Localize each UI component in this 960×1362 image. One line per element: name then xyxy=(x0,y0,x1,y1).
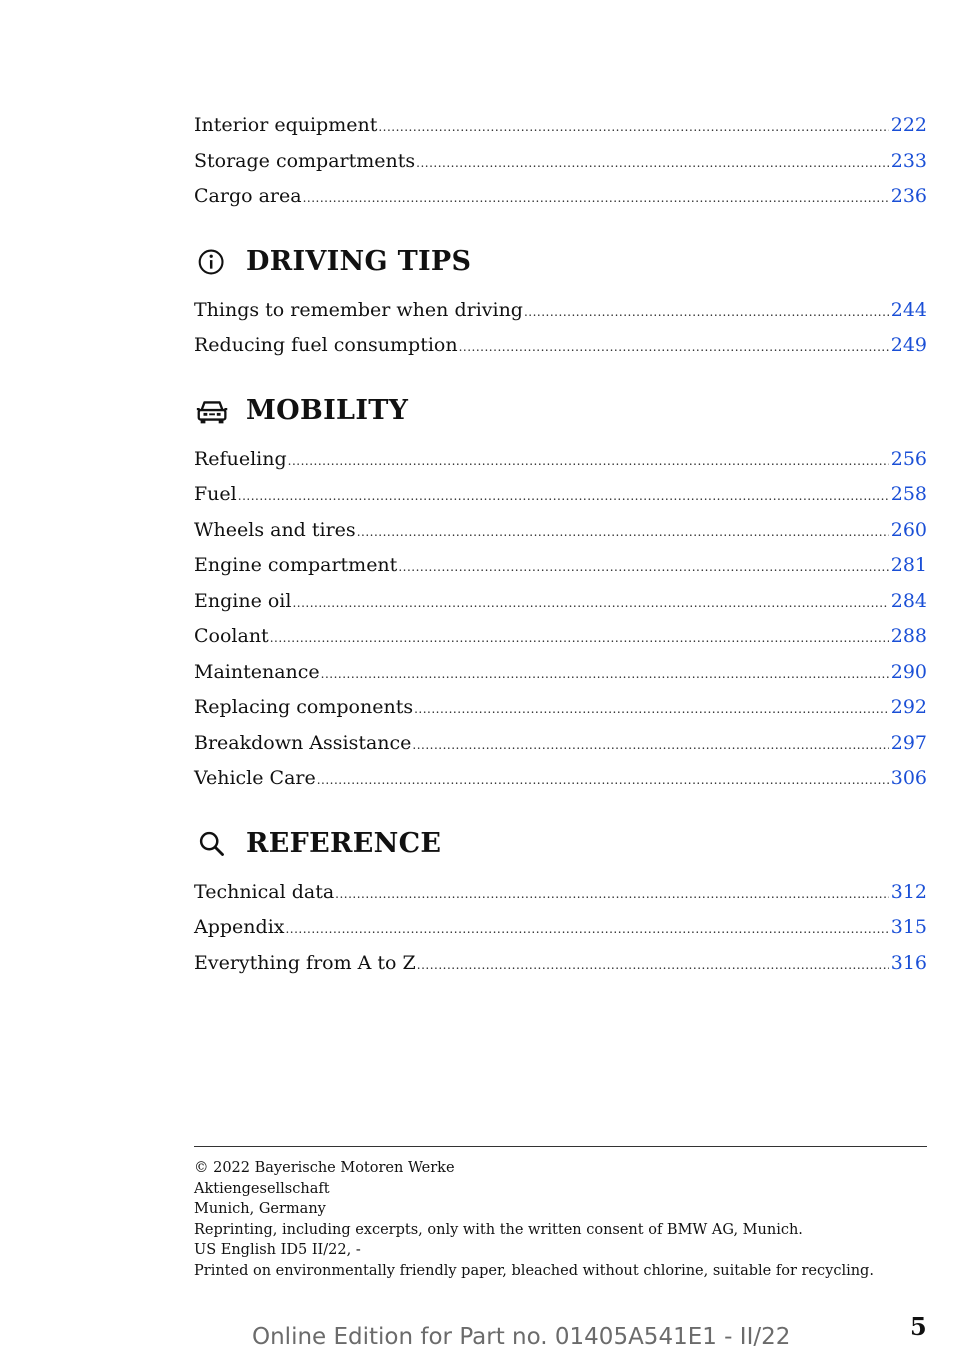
imprint-line: Printed on environmentally friendly paper, bleached without chlorine, suitable for recycling. xyxy=(194,1262,874,1279)
page-number: 5 xyxy=(910,1312,927,1341)
toc-page-link[interactable]: 292 xyxy=(890,696,927,718)
toc-dot-leader xyxy=(524,306,889,318)
toc-entry-title: Technical data xyxy=(194,880,335,903)
toc-entry-title: Cargo area xyxy=(194,185,302,207)
toc-page-link[interactable]: 284 xyxy=(890,589,927,612)
toc-entry-title: Wheels and tires xyxy=(194,518,356,541)
toc-page-link[interactable]: 222 xyxy=(890,114,927,136)
toc-dot-leader xyxy=(317,774,889,786)
section-title: MOBILITY xyxy=(246,395,409,426)
info-circle-icon xyxy=(194,242,234,282)
toc-dot-leader xyxy=(416,157,889,169)
imprint-line: Aktiengesellschaft xyxy=(194,1180,330,1197)
toc-dot-leader xyxy=(238,490,889,502)
toc-dot-leader xyxy=(459,341,889,353)
toc-entry-title: Things to remember when driving xyxy=(194,298,523,321)
toc-dot-leader xyxy=(412,739,888,751)
toc-entry-title: Vehicle Care xyxy=(194,767,316,789)
toc-entry[interactable] xyxy=(194,910,927,946)
toc-entry[interactable] xyxy=(194,946,927,982)
toc-entry[interactable] xyxy=(194,875,927,911)
toc-entry-title: Engine oil xyxy=(194,589,292,612)
toc-page-link[interactable]: 233 xyxy=(890,149,927,172)
toc-entry-title: Storage compartments xyxy=(194,149,416,172)
toc-intro-list xyxy=(194,108,927,215)
toc-section-list xyxy=(194,237,927,982)
imprint-line: Reprinting, including excerpts, only with the written consent of BMW AG, Munich. xyxy=(194,1221,803,1238)
toc-page-link[interactable]: 249 xyxy=(890,334,927,356)
toc-entry-title: Maintenance xyxy=(194,660,320,683)
toc-entry[interactable] xyxy=(194,144,927,180)
section-heading xyxy=(194,237,927,287)
section-heading xyxy=(194,819,927,869)
toc-entry[interactable] xyxy=(194,619,927,655)
toc-page-link[interactable]: 281 xyxy=(890,554,927,576)
watermark-footer xyxy=(252,1324,790,1350)
toc-page-link[interactable]: 288 xyxy=(890,625,927,647)
toc-page-link[interactable]: 312 xyxy=(890,880,927,903)
section-heading xyxy=(194,386,927,436)
toc-page-link[interactable]: 290 xyxy=(890,660,927,683)
toc-entry[interactable] xyxy=(194,328,927,364)
toc-entry[interactable] xyxy=(194,761,927,797)
toc-page-link[interactable]: 236 xyxy=(890,185,927,207)
toc-entry-title: Everything from A to Z xyxy=(194,951,416,974)
toc-dot-leader xyxy=(357,526,889,538)
magnifier-icon xyxy=(194,824,234,864)
toc-page-link[interactable]: 315 xyxy=(890,916,927,938)
toc-entry-title: Fuel xyxy=(194,483,237,505)
toc-page-link[interactable]: 256 xyxy=(890,447,927,470)
toc-page-link[interactable]: 258 xyxy=(890,483,927,505)
toc-entry[interactable] xyxy=(194,108,927,144)
section-title: REFERENCE xyxy=(246,828,442,859)
toc-dot-leader xyxy=(398,561,888,573)
toc-page-link[interactable]: 297 xyxy=(890,731,927,754)
toc-dot-leader xyxy=(321,668,889,680)
toc-entry[interactable] xyxy=(194,442,927,478)
toc-page-link[interactable]: 260 xyxy=(890,518,927,541)
footer-edition-text: Online Edition for Part no. 01405A541E1 - II/22 xyxy=(252,1324,791,1350)
toc-entry-title: Coolant xyxy=(194,625,269,647)
toc-page-link[interactable]: 316 xyxy=(890,951,927,974)
toc-entry-title: Replacing components xyxy=(194,696,414,718)
toc-dot-leader xyxy=(414,703,889,715)
toc-entry[interactable] xyxy=(194,548,927,584)
toc-entry-title: Refueling xyxy=(194,447,287,470)
toc-entry[interactable] xyxy=(194,726,927,762)
toc-dot-leader xyxy=(335,888,889,900)
toc-page-link[interactable]: 244 xyxy=(890,298,927,321)
footer-divider xyxy=(194,1146,927,1147)
imprint-line: Munich, Germany xyxy=(194,1201,326,1218)
imprint-line: © 2022 Bayerische Motoren Werke xyxy=(194,1160,455,1176)
toc-dot-leader xyxy=(288,455,889,467)
toc-dot-leader xyxy=(285,923,888,935)
toc-entry-title: Appendix xyxy=(194,916,285,938)
section-title: DRIVING TIPS xyxy=(246,246,472,277)
toc-entry-title: Reducing fuel consumption xyxy=(194,334,458,356)
toc-entry[interactable] xyxy=(194,584,927,620)
toc-entry[interactable] xyxy=(194,513,927,549)
toc-dot-leader xyxy=(378,121,888,133)
toc-entry-title: Breakdown Assistance xyxy=(194,731,412,754)
car-front-icon xyxy=(194,391,234,431)
toc-entry[interactable] xyxy=(194,293,927,329)
toc-entry[interactable] xyxy=(194,477,927,513)
imprint-line: US English ID5 II/22, - xyxy=(194,1242,361,1259)
toc-dot-leader xyxy=(303,192,889,204)
imprint-block xyxy=(194,1158,934,1282)
toc-dot-leader xyxy=(292,597,888,609)
toc-entry-title: Interior equipment xyxy=(194,114,378,136)
toc-page-link[interactable]: 306 xyxy=(890,767,927,789)
toc-entry[interactable] xyxy=(194,655,927,691)
toc-entry[interactable] xyxy=(194,179,927,215)
toc-dot-leader xyxy=(417,959,889,971)
toc-entry[interactable] xyxy=(194,690,927,726)
toc-dot-leader xyxy=(270,632,889,644)
toc-entry-title: Engine compartment xyxy=(194,554,398,576)
table-of-contents xyxy=(194,108,927,981)
